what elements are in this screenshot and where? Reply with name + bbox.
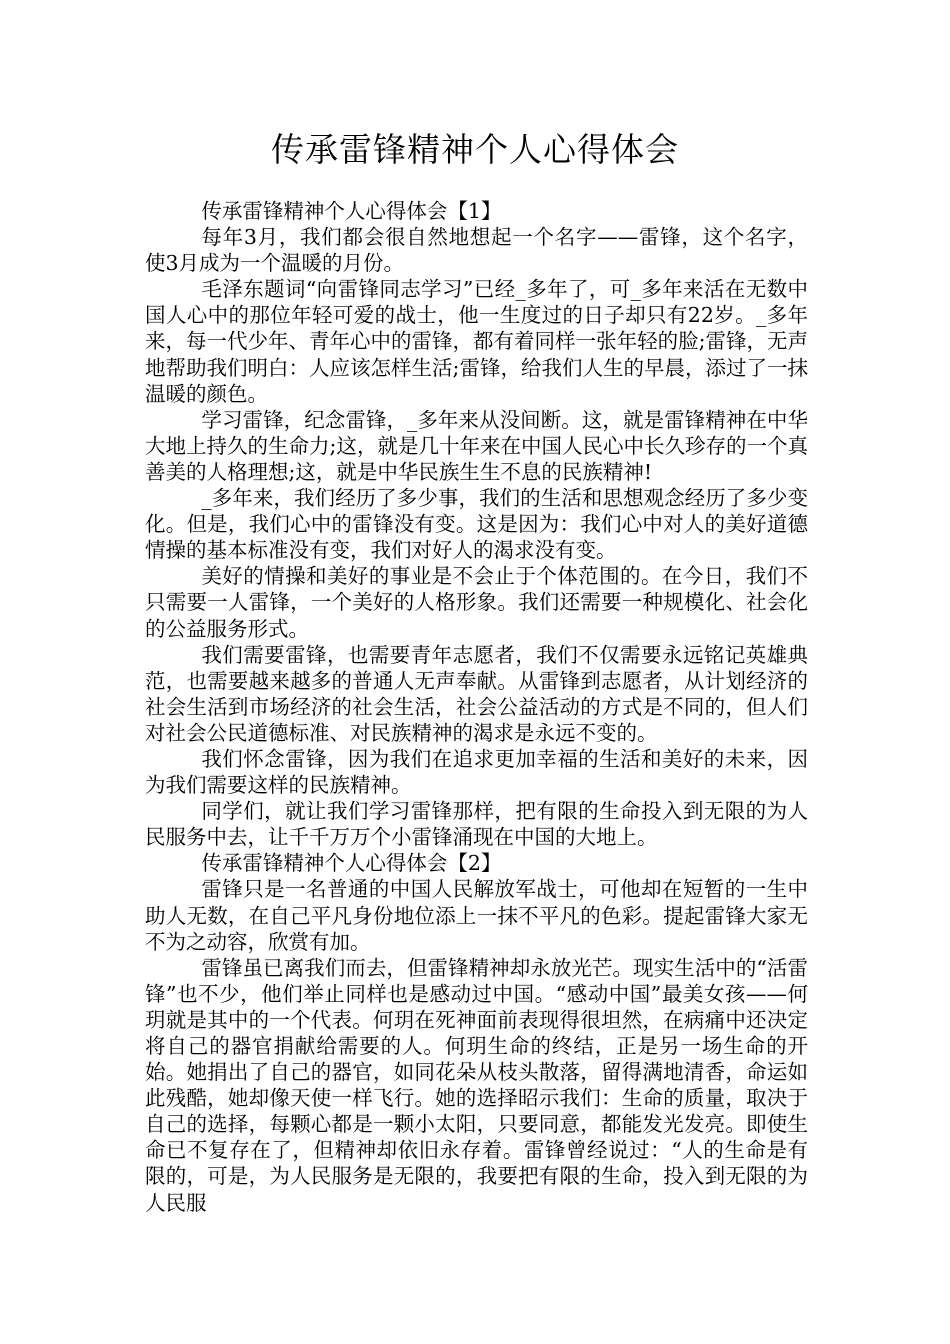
paragraph: 雷锋虽已离我们而去，但雷锋精神却永放光芒。现实生活中的“活雷锋”也不少，他们举止同样也是感动过中国。“感动中国”最美女孩——何玥就是其中的一个代表。何玥在死神面前表现得很坦然，在病痛中还决定将自己的器官捐献给需要的人。何玥生命的终结，正是另一场生命的开始。她捐出了自己的器官，如同花朵从枝头散落，留得满地清香，命运如此残酷，她却像天使一样飞行。她的选择昭示我们：生命的质量，取决于自己的选择，每颗心都是一颗小太阳，只要同意，都能发光发亮。即使生命已不复存在了，但精神却依旧永存着。雷锋曾经说过：“人的生命是有限的，可是，为人民服务是无限的，我要把有限的生命，投入到无限的为人民服: [145, 955, 808, 1215]
paragraph: 美好的情操和美好的事业是不会止于个体范围的。在今日，我们不只需要一人雷锋，一个美好的人格形象。我们还需要一种规模化、社会化的公益服务形式。: [145, 564, 808, 641]
paragraph: 雷锋只是一名普通的中国人民解放军战士，可他却在短暂的一生中助人无数，在自己平凡身份地位添上一抹不平凡的色彩。提起雷锋大家无不为之动容，欣赏有加。: [145, 877, 808, 954]
paragraph: _多年来，我们经历了多少事，我们的生活和思想观念经历了多少变化。但是，我们心中的雷锋没有变。这是因为：我们心中对人的美好道德情操的基本标准没有变，我们对好人的渴求没有变。: [145, 486, 808, 563]
paragraph: 我们怀念雷锋，因为我们在追求更加幸福的生活和美好的未来，因为我们需要这样的民族精神。: [145, 746, 808, 798]
paragraph: 同学们，就让我们学习雷锋那样，把有限的生命投入到无限的为人民服务中去，让千千万万个小雷锋涌现在中国的大地上。: [145, 799, 808, 850]
document-title: 传承雷锋精神个人心得体会: [271, 130, 679, 169]
document-body: [145, 198, 808, 1216]
paragraph: 我们需要雷锋，也需要青年志愿者，我们不仅需要永远铭记英雄典范，也需要越来越多的普通人无声奉献。从雷锋到志愿者，从计划经济的社会生活到市场经济的社会生活，社会公益活动的方式是不同的，但人们对社会公民道德标准、对民族精神的渴求是永远不变的。: [145, 642, 808, 745]
section-heading: 传承雷锋精神个人心得体会【2】: [201, 851, 502, 876]
paragraph: 学习雷锋，纪念雷锋，_多年来从没间断。这，就是雷锋精神在中华大地上持久的生命力;这，就是几十年来在中国人民心中长久珍存的一个真善美的人格理想;这，就是中华民族生生不息的民族精神!: [145, 407, 808, 484]
paragraph: 毛泽东题词“向雷锋同志学习”已经_多年了，可_多年来活在无数中国人心中的那位年轻可爱的战士，他一生度过的日子却只有22岁。_多年来，每一代少年、青年心中的雷锋，都有着同样一张年轻的脸;雷锋，无声地帮助我们明白：人应该怎样生活;雷锋，给我们人生的早晨，添过了一抹温暖的颜色。: [145, 277, 808, 406]
section-heading: 传承雷锋精神个人心得体会【1】: [201, 199, 502, 223]
paragraph: 每年3月，我们都会很自然地想起一个名字——雷锋，这个名字，使3月成为一个温暖的月份。: [145, 225, 808, 276]
